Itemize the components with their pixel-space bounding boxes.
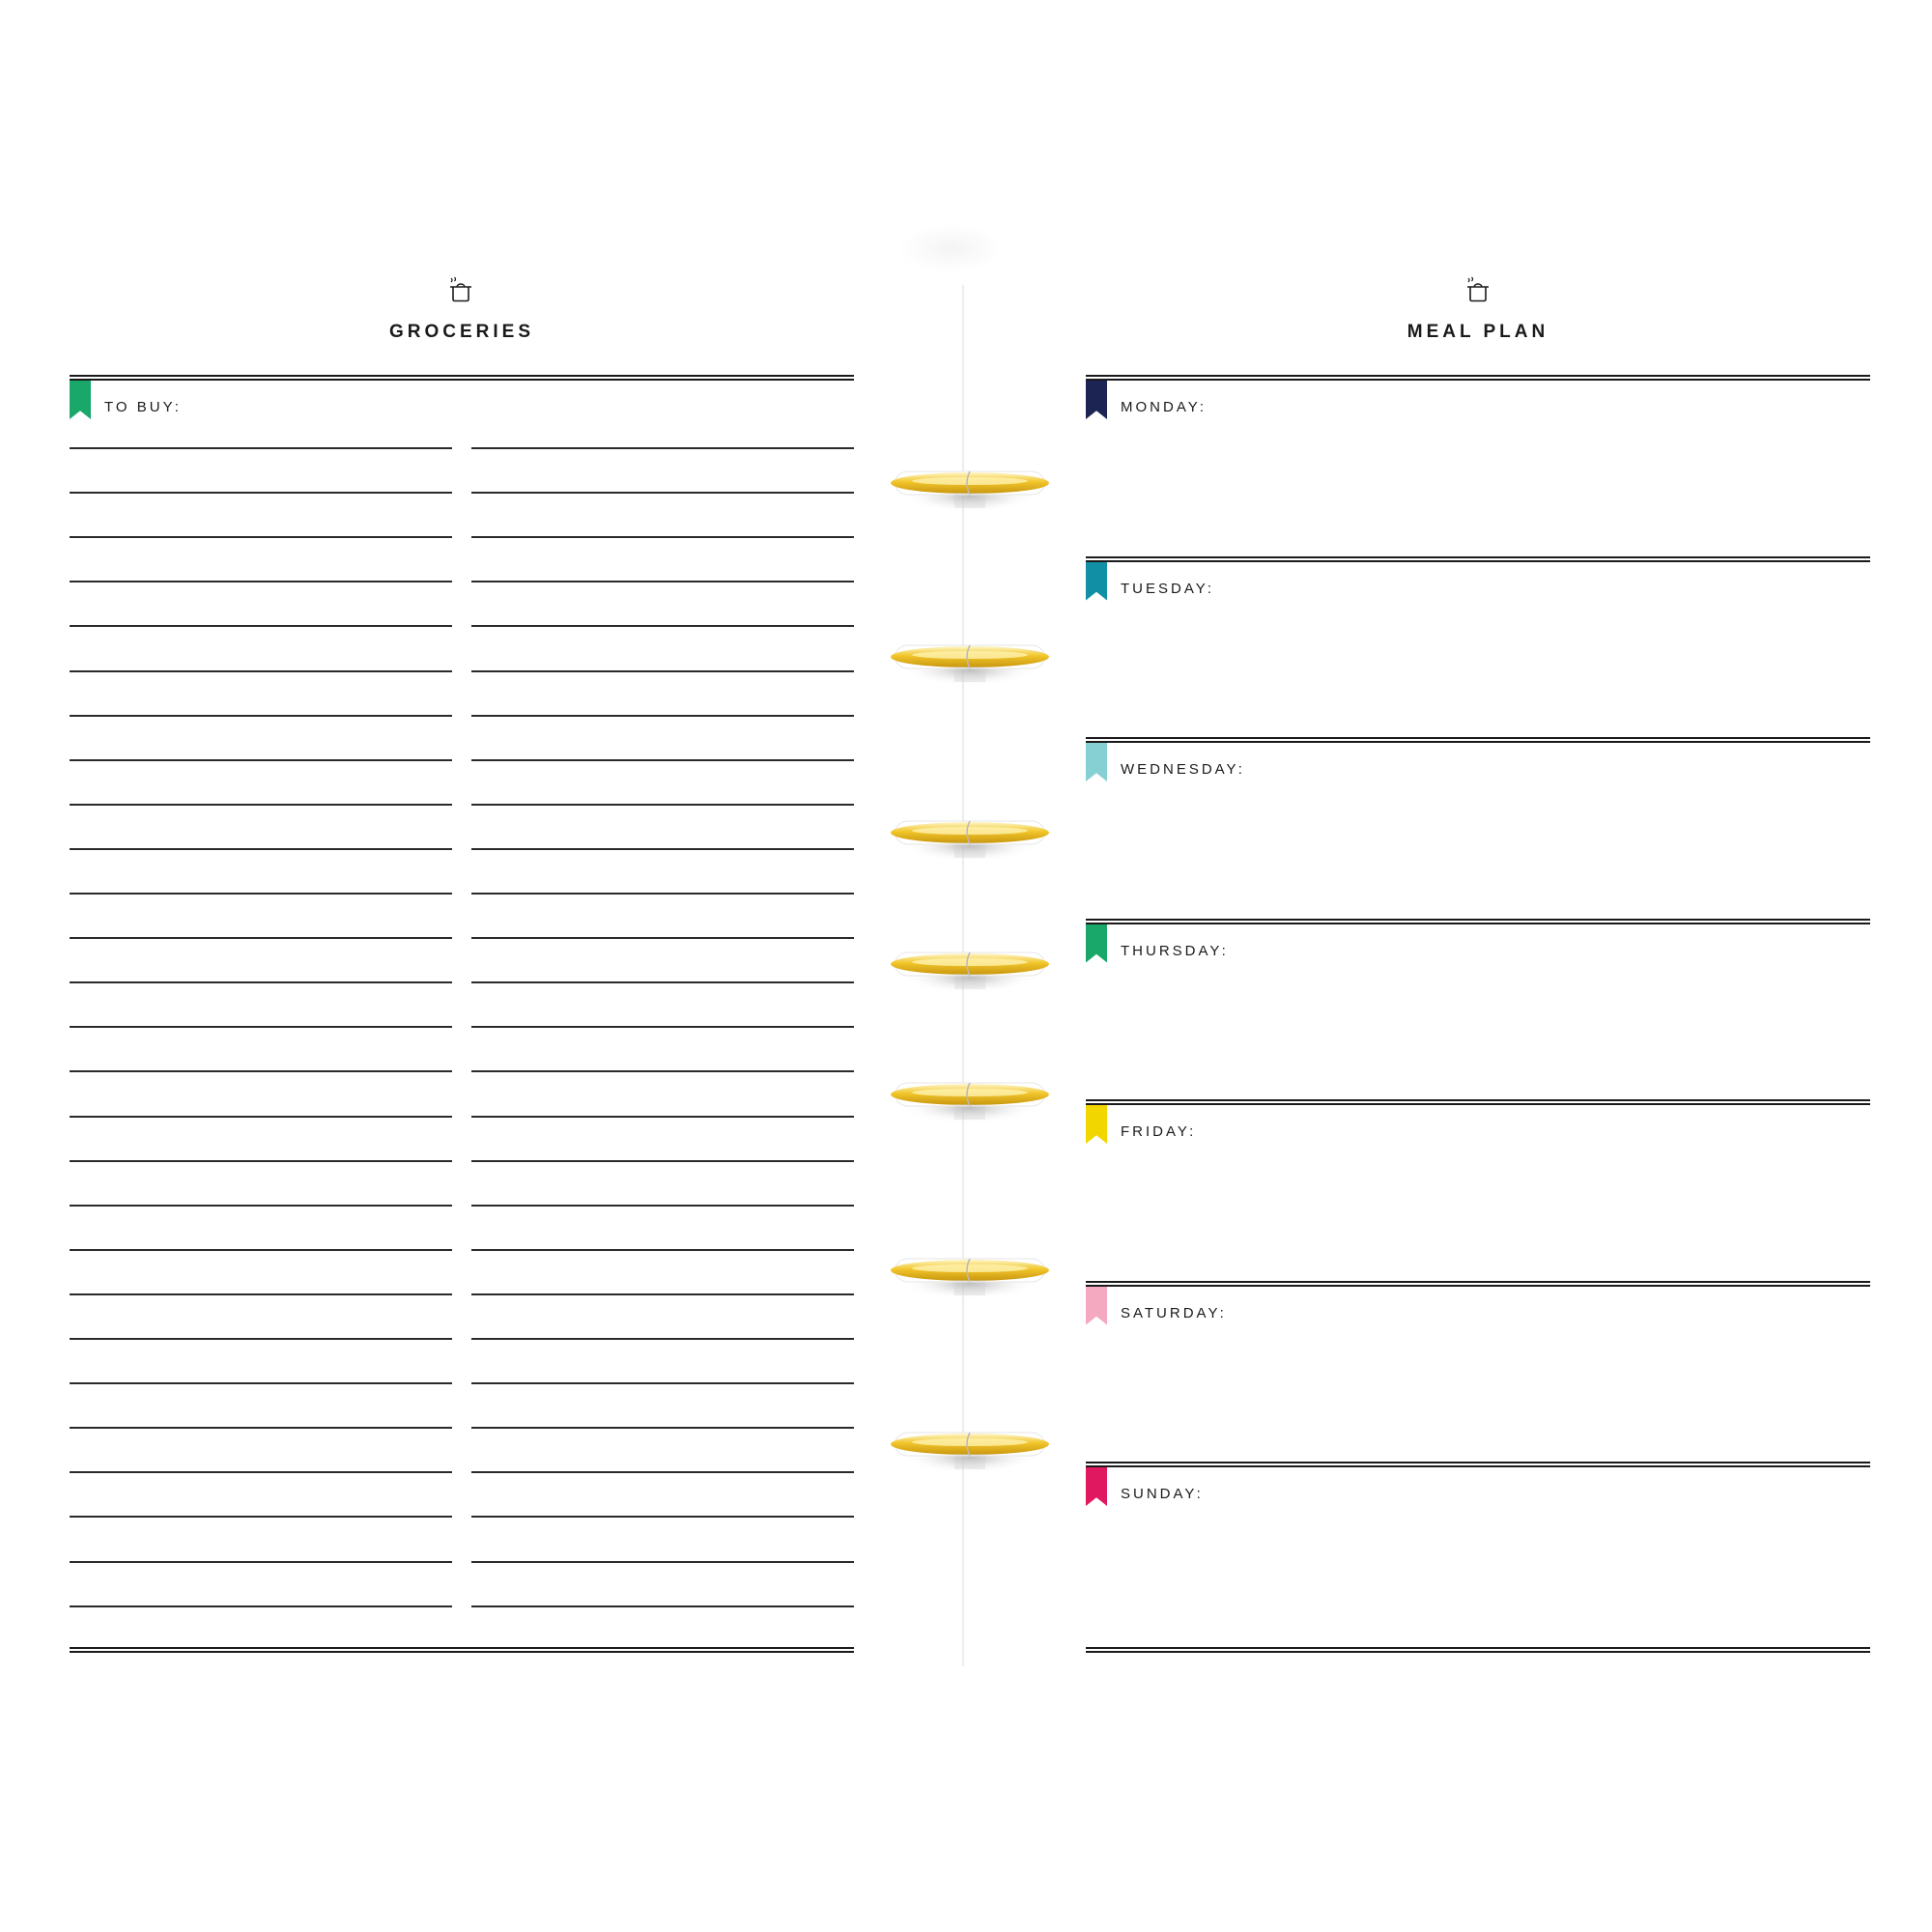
binder-ring bbox=[881, 935, 1059, 999]
binder-ring bbox=[881, 628, 1059, 692]
grocery-write-line[interactable] bbox=[471, 759, 854, 761]
grocery-write-line[interactable] bbox=[471, 536, 854, 538]
footer-divider bbox=[1086, 1647, 1870, 1653]
page-title: MEAL PLAN bbox=[1406, 322, 1549, 342]
grocery-write-line[interactable] bbox=[70, 1116, 452, 1118]
section-label: TO BUY: bbox=[104, 399, 182, 415]
day-flag bbox=[1086, 743, 1107, 781]
grocery-write-line[interactable] bbox=[471, 715, 854, 717]
day-flag bbox=[1086, 1467, 1107, 1506]
day-write-area[interactable] bbox=[1086, 1510, 1870, 1637]
day-divider bbox=[1086, 737, 1870, 743]
grocery-write-line[interactable] bbox=[70, 937, 452, 939]
grocery-write-line[interactable] bbox=[471, 848, 854, 850]
day-flag bbox=[1086, 1105, 1107, 1144]
grocery-write-line[interactable] bbox=[471, 670, 854, 672]
grocery-write-line[interactable] bbox=[70, 1471, 452, 1473]
binder-ring bbox=[881, 1241, 1059, 1305]
grocery-write-line[interactable] bbox=[70, 1293, 452, 1295]
footer-divider bbox=[70, 1647, 854, 1653]
grocery-write-line[interactable] bbox=[471, 1116, 854, 1118]
grocery-write-line[interactable] bbox=[471, 1249, 854, 1251]
day-flag bbox=[1086, 562, 1107, 601]
day-write-area[interactable] bbox=[1086, 1329, 1870, 1457]
grocery-write-line[interactable] bbox=[70, 1382, 452, 1384]
grocery-write-line[interactable] bbox=[70, 492, 452, 494]
grocery-write-line[interactable] bbox=[70, 759, 452, 761]
binder-ring bbox=[881, 454, 1059, 518]
grocery-write-line[interactable] bbox=[471, 492, 854, 494]
grocery-write-line[interactable] bbox=[471, 1605, 854, 1607]
day-label: FRIDAY: bbox=[1121, 1123, 1197, 1140]
grocery-write-line[interactable] bbox=[70, 1338, 452, 1340]
day-write-area[interactable] bbox=[1086, 967, 1870, 1094]
day-label: TUESDAY: bbox=[1121, 580, 1215, 597]
day-flag bbox=[1086, 1287, 1107, 1325]
grocery-write-line[interactable] bbox=[471, 1070, 854, 1072]
grocery-write-line[interactable] bbox=[70, 1026, 452, 1028]
grocery-write-line[interactable] bbox=[471, 447, 854, 449]
binder-ring bbox=[881, 1415, 1059, 1479]
grocery-write-line[interactable] bbox=[70, 1516, 452, 1518]
grocery-write-line[interactable] bbox=[471, 1026, 854, 1028]
grocery-write-line[interactable] bbox=[471, 1338, 854, 1340]
grocery-write-line[interactable] bbox=[471, 804, 854, 806]
day-write-area[interactable] bbox=[1086, 785, 1870, 913]
grocery-write-line[interactable] bbox=[471, 1516, 854, 1518]
day-divider bbox=[1086, 556, 1870, 562]
grocery-write-line[interactable] bbox=[471, 1471, 854, 1473]
grocery-write-line[interactable] bbox=[471, 1205, 854, 1207]
grocery-write-line[interactable] bbox=[70, 981, 452, 983]
header-divider bbox=[70, 375, 854, 381]
grocery-write-line[interactable] bbox=[471, 625, 854, 627]
grocery-write-line[interactable] bbox=[70, 1205, 452, 1207]
day-divider bbox=[1086, 1462, 1870, 1467]
grocery-write-line[interactable] bbox=[70, 581, 452, 582]
grocery-write-line[interactable] bbox=[471, 1293, 854, 1295]
grocery-write-line[interactable] bbox=[70, 1427, 452, 1429]
day-write-area[interactable] bbox=[1086, 423, 1870, 551]
grocery-write-line[interactable] bbox=[70, 848, 452, 850]
grocery-write-line[interactable] bbox=[471, 1160, 854, 1162]
grocery-write-line[interactable] bbox=[471, 981, 854, 983]
day-divider bbox=[1086, 375, 1870, 381]
binder-ring bbox=[881, 1065, 1059, 1129]
grocery-write-line[interactable] bbox=[70, 1249, 452, 1251]
binder-ring bbox=[881, 804, 1059, 867]
section-flag bbox=[70, 381, 91, 419]
grocery-write-line[interactable] bbox=[471, 1382, 854, 1384]
day-label: SUNDAY: bbox=[1121, 1486, 1204, 1502]
cooking-pot-icon bbox=[1463, 275, 1492, 304]
day-divider bbox=[1086, 1099, 1870, 1105]
grocery-write-line[interactable] bbox=[70, 625, 452, 627]
binder-spine-shadow bbox=[898, 224, 1005, 272]
grocery-write-line[interactable] bbox=[70, 715, 452, 717]
grocery-write-line[interactable] bbox=[471, 893, 854, 895]
day-label: MONDAY: bbox=[1121, 399, 1208, 415]
day-label: THURSDAY: bbox=[1121, 942, 1229, 959]
day-flag bbox=[1086, 924, 1107, 963]
cooking-pot-icon bbox=[446, 275, 475, 304]
grocery-write-line[interactable] bbox=[471, 581, 854, 582]
grocery-write-line[interactable] bbox=[70, 893, 452, 895]
day-divider bbox=[1086, 1281, 1870, 1287]
day-label: WEDNESDAY: bbox=[1121, 761, 1245, 778]
grocery-write-line[interactable] bbox=[471, 1427, 854, 1429]
grocery-write-line[interactable] bbox=[471, 1561, 854, 1563]
grocery-write-line[interactable] bbox=[70, 447, 452, 449]
day-write-area[interactable] bbox=[1086, 1148, 1870, 1275]
day-label: SATURDAY: bbox=[1121, 1304, 1227, 1321]
page-title: GROCERIES bbox=[388, 322, 535, 342]
grocery-write-line[interactable] bbox=[70, 1605, 452, 1607]
day-write-area[interactable] bbox=[1086, 605, 1870, 732]
grocery-write-line[interactable] bbox=[70, 536, 452, 538]
grocery-write-line[interactable] bbox=[70, 804, 452, 806]
day-divider bbox=[1086, 919, 1870, 924]
grocery-write-line[interactable] bbox=[70, 1160, 452, 1162]
grocery-write-line[interactable] bbox=[70, 1561, 452, 1563]
day-flag bbox=[1086, 381, 1107, 419]
grocery-write-line[interactable] bbox=[471, 937, 854, 939]
grocery-write-line[interactable] bbox=[70, 670, 452, 672]
grocery-write-line[interactable] bbox=[70, 1070, 452, 1072]
